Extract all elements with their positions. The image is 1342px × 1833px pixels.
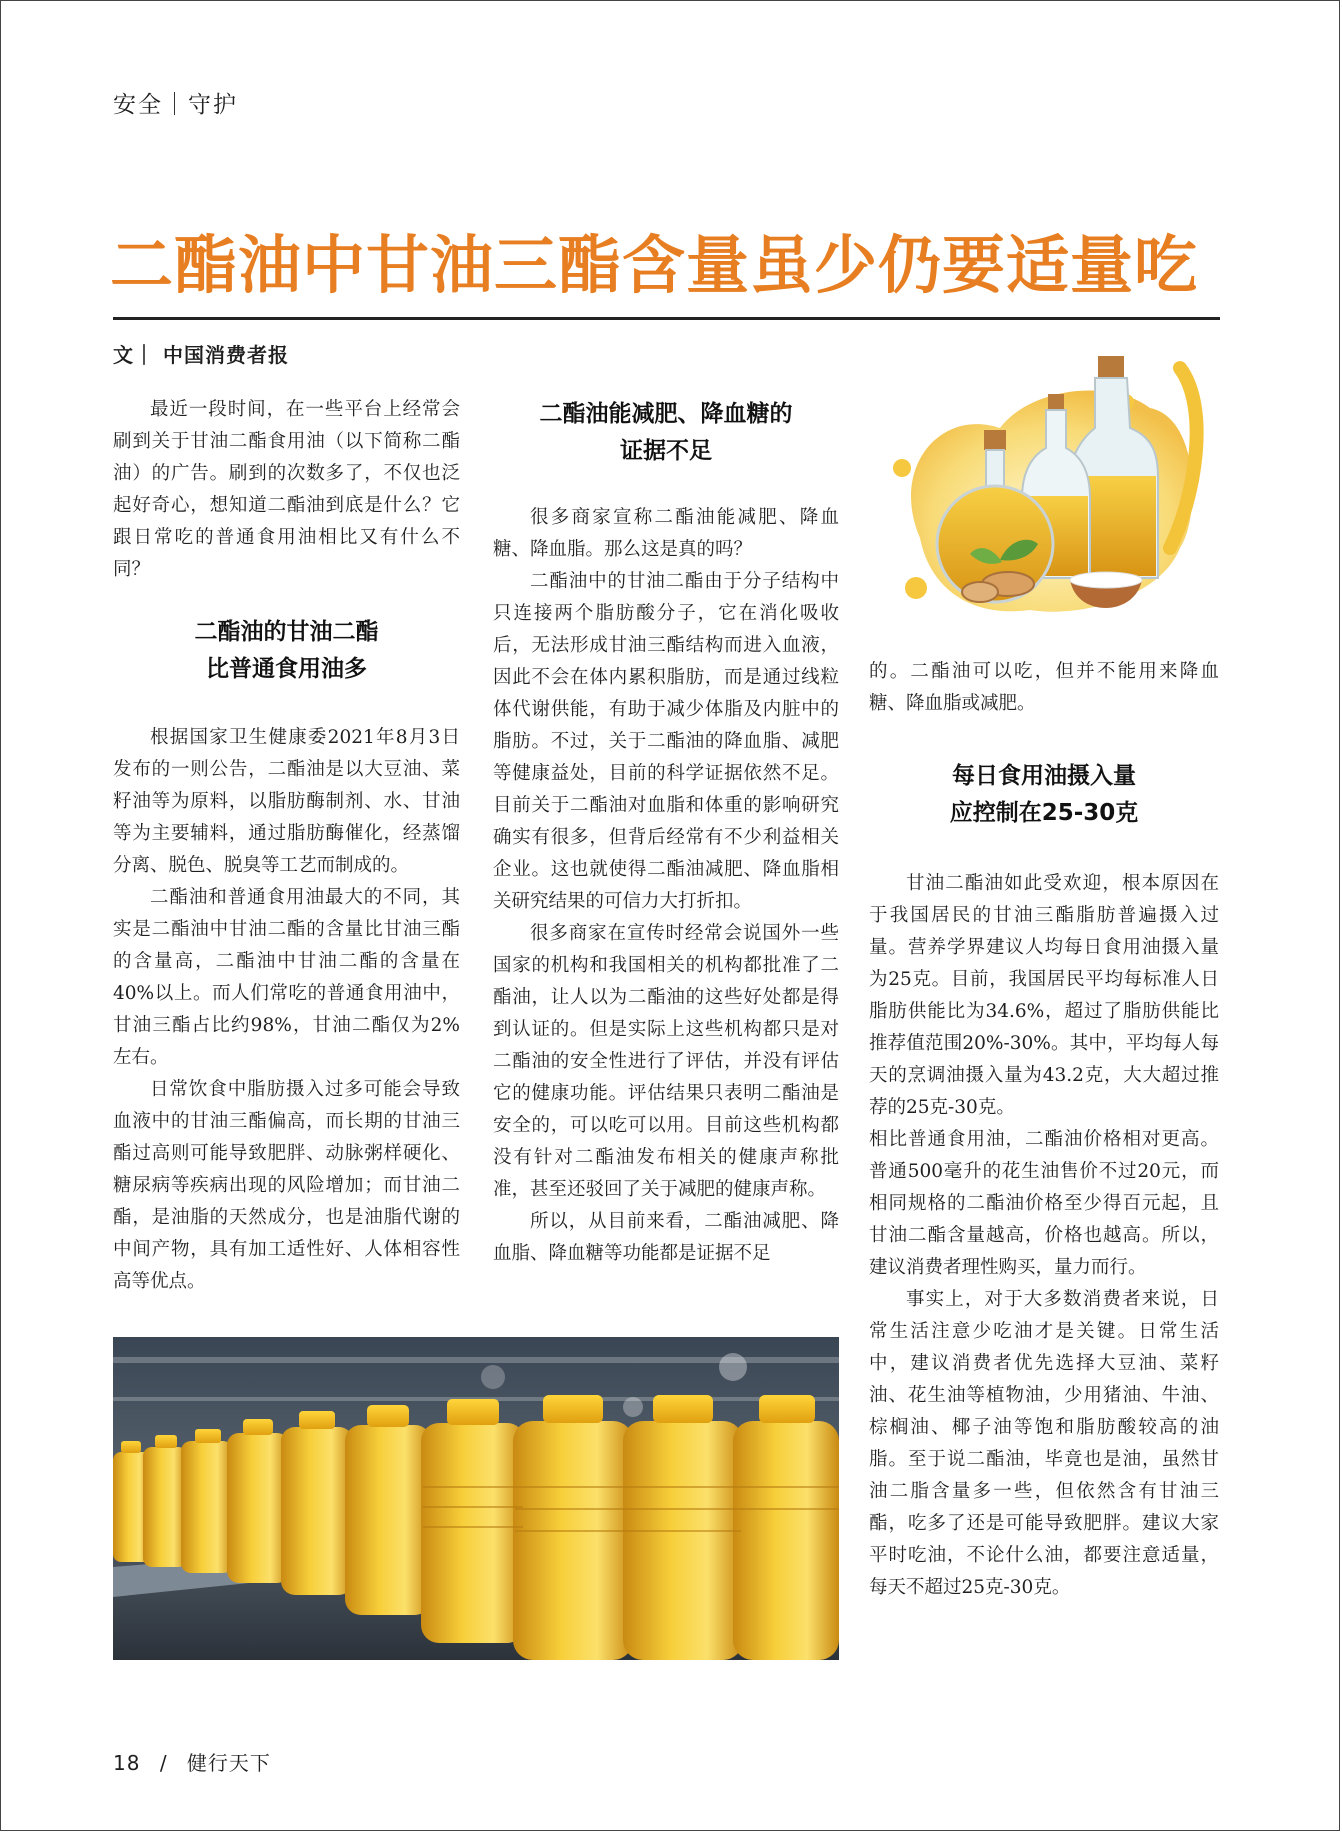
column-2 <box>493 396 839 1270</box>
subheading-line: 应控制在25-30克 <box>949 800 1139 826</box>
bottle-cap <box>299 1411 335 1429</box>
light-bokeh <box>481 1365 505 1389</box>
paragraph: 二酯油中的甘油二酯由于分子结构中只连接两个脂肪酸分子，它在消化吸收后，无法形成甘油三酯结构而进入血液，因此不会在体内累积脂肪，而是通过线粒体代谢供能，有助于减少体脂及内脏中的脂肪。不过，关于二酯油的降血脂、减肥等健康益处，目前的科学证据依然不足。目前关于二酯油对血脂和体重的影响研究确实有很多，但背后经常有不少利益相关企业。这也就使得二酯油减肥、降血脂相关研究结果的可信力大打折扣。 <box>493 571 839 912</box>
bottle-cork <box>1098 356 1124 378</box>
page-footer <box>113 1747 271 1776</box>
bottle-cap <box>121 1441 141 1453</box>
oil-droplet <box>905 577 927 599</box>
subheading-line: 二酯油能减肥、降血糖的 <box>539 401 793 427</box>
paragraph: 二酯油和普通食用油最大的不同，其实是二酯油中甘油二酯的含量比甘油三酯的含量高，二酯油中甘油二酯的含量在40%以上。而人们常吃的普通食用油中，甘油三酯占比约98%，甘油二酯仅为2%左右。 <box>113 887 460 1068</box>
section-tag: 安全｜守护 <box>113 92 238 118</box>
article-title: 二酯油中甘油三酯含量虽少仍要适量吃 <box>110 228 1198 302</box>
column-3 <box>869 656 1219 1604</box>
paragraph: 所以，从目前来看，二酯油减肥、降血脂、降血糖等功能都是证据不足 <box>493 1211 839 1264</box>
paragraph: 根据国家卫生健康委2021年8月3日发布的一则公告，二酯油是以大豆油、菜籽油等为原料，以脂肪酶制剂、水、甘油等为主要辅料，通过脂肪酶催化，经蒸馏分离、脱色、脱臭等工艺而制成的。 <box>113 727 460 876</box>
paragraph: 的。二酯油可以吃，但并不能用来降血糖、降血脂或减肥。 <box>869 661 1219 714</box>
page-number: 18 <box>113 1751 141 1775</box>
bottle-cap <box>367 1405 409 1427</box>
oil-bottle <box>733 1421 839 1660</box>
bottle-cap <box>243 1419 273 1435</box>
oil-bottle <box>281 1427 353 1595</box>
bottle-cap <box>653 1395 713 1423</box>
subheading-line: 证据不足 <box>620 438 712 464</box>
peanut-icon <box>962 582 998 602</box>
salt-pile-icon <box>1070 572 1142 588</box>
byline: 文｜ 中国消费者报 <box>113 343 289 367</box>
subheading <box>493 396 839 470</box>
light-bokeh <box>623 1397 643 1417</box>
title-divider <box>113 317 1220 320</box>
oil-droplet <box>893 459 911 477</box>
paragraph: 相比普通食用油，二酯油价格相对更高。普通500毫升的花生油售价不过20元，而相同规格的二酯油价格至少得百元起，且甘油二酯含量越高，价格也越高。所以，建议消费者理性购买，量力而行。 <box>869 1129 1219 1278</box>
footer-separator: / <box>159 1751 168 1775</box>
subheading <box>113 614 460 688</box>
magazine-name: 健行天下 <box>186 1751 271 1775</box>
oil-bottles-illustration <box>880 348 1210 638</box>
column-1 <box>113 394 460 1298</box>
bottle-cap <box>155 1435 177 1448</box>
subheading-line: 二酯油的甘油二酯 <box>194 619 379 645</box>
carafe-cork <box>1048 394 1064 410</box>
paragraph: 日常饮食中脂肪摄入过多可能会导致血液中的甘油三酯偏高，而长期的甘油三酯过高则可能导致肥胖、动脉粥样硬化、糖尿病等疾病出现的风险增加；而甘油二酯，是油脂的天然成分，也是油脂代谢的中间产物，具有加工适性好、人体相容性高等优点。 <box>113 1079 460 1292</box>
subheading <box>869 758 1219 832</box>
bottle-cap <box>759 1395 815 1423</box>
bottle-cap <box>447 1399 499 1425</box>
light-bokeh <box>719 1353 747 1381</box>
paragraph: 甘油二酯油如此受欢迎，根本原因在于我国居民的甘油三酯脂肪普遍摄入过量。营养学界建议人均每日食用油摄入量为25克。目前，我国居民平均每标准人日脂肪供能比为34.6%，超过了脂肪供能比推荐值范围20%-30%。其中，平均每人每天的烹调油摄入量为43.2克，大大超过推荐的25克-30克。 <box>869 873 1219 1118</box>
factory-oil-bottles-photo <box>113 1337 839 1660</box>
oil-bottle <box>345 1425 431 1615</box>
bottle-cap <box>543 1395 603 1423</box>
bottle-cap <box>195 1429 221 1443</box>
oil-bottle <box>181 1441 233 1573</box>
subheading-line: 每日食用油摄入量 <box>952 763 1136 789</box>
paragraph: 很多商家宣称二酯油能减肥、降血糖、降血脂。那么这是真的吗？ <box>493 507 839 560</box>
round-bottle-cork <box>984 430 1006 450</box>
oil-bottle <box>623 1421 743 1660</box>
oil-bottle <box>227 1433 289 1583</box>
paragraph: 最近一段时间，在一些平台上经常会刷到关于甘油二酯食用油（以下简称二酯油）的广告。刷到的次数多了，不仅也泛起好奇心，想知道二酯油到底是什么？它跟日常吃的普通食用油相比又有什么不同？ <box>113 399 460 580</box>
oil-bottle <box>421 1423 525 1643</box>
subheading-line: 比普通食用油多 <box>206 656 367 682</box>
oil-bottle <box>143 1447 187 1567</box>
round-bottle-neck <box>986 450 1004 490</box>
oil-bottle <box>513 1421 633 1660</box>
paragraph: 很多商家在宣传时经常会说国外一些国家的机构和我国相关的机构都批准了二酯油，让人以为二酯油的这些好处都是得到认证的。但是实际上这些机构都只是对二酯油的安全性进行了评估，并没有评估它的健康功能。评估结果只表明二酯油是安全的，可以吃可以用。目前这些机构都没有针对二酯油发布相关的健康声称批准，甚至还驳回了关于减肥的健康声称。 <box>493 923 839 1200</box>
paragraph: 事实上，对于大多数消费者来说，日常生活注意少吃油才是关键。日常生活中，建议消费者优先选择大豆油、菜籽油、花生油等植物油，少用猪油、牛油、棕榈油、椰子油等饱和脂肪酸较高的油脂。至于说二酯油，毕竟也是油，虽然甘油二脂含量多一些，但依然含有甘油三酯，吃多了还是可能导致肥胖。建议大家平时吃油，不论什么油，都要注意适量，每天不超过25克-30克。 <box>869 1289 1219 1598</box>
